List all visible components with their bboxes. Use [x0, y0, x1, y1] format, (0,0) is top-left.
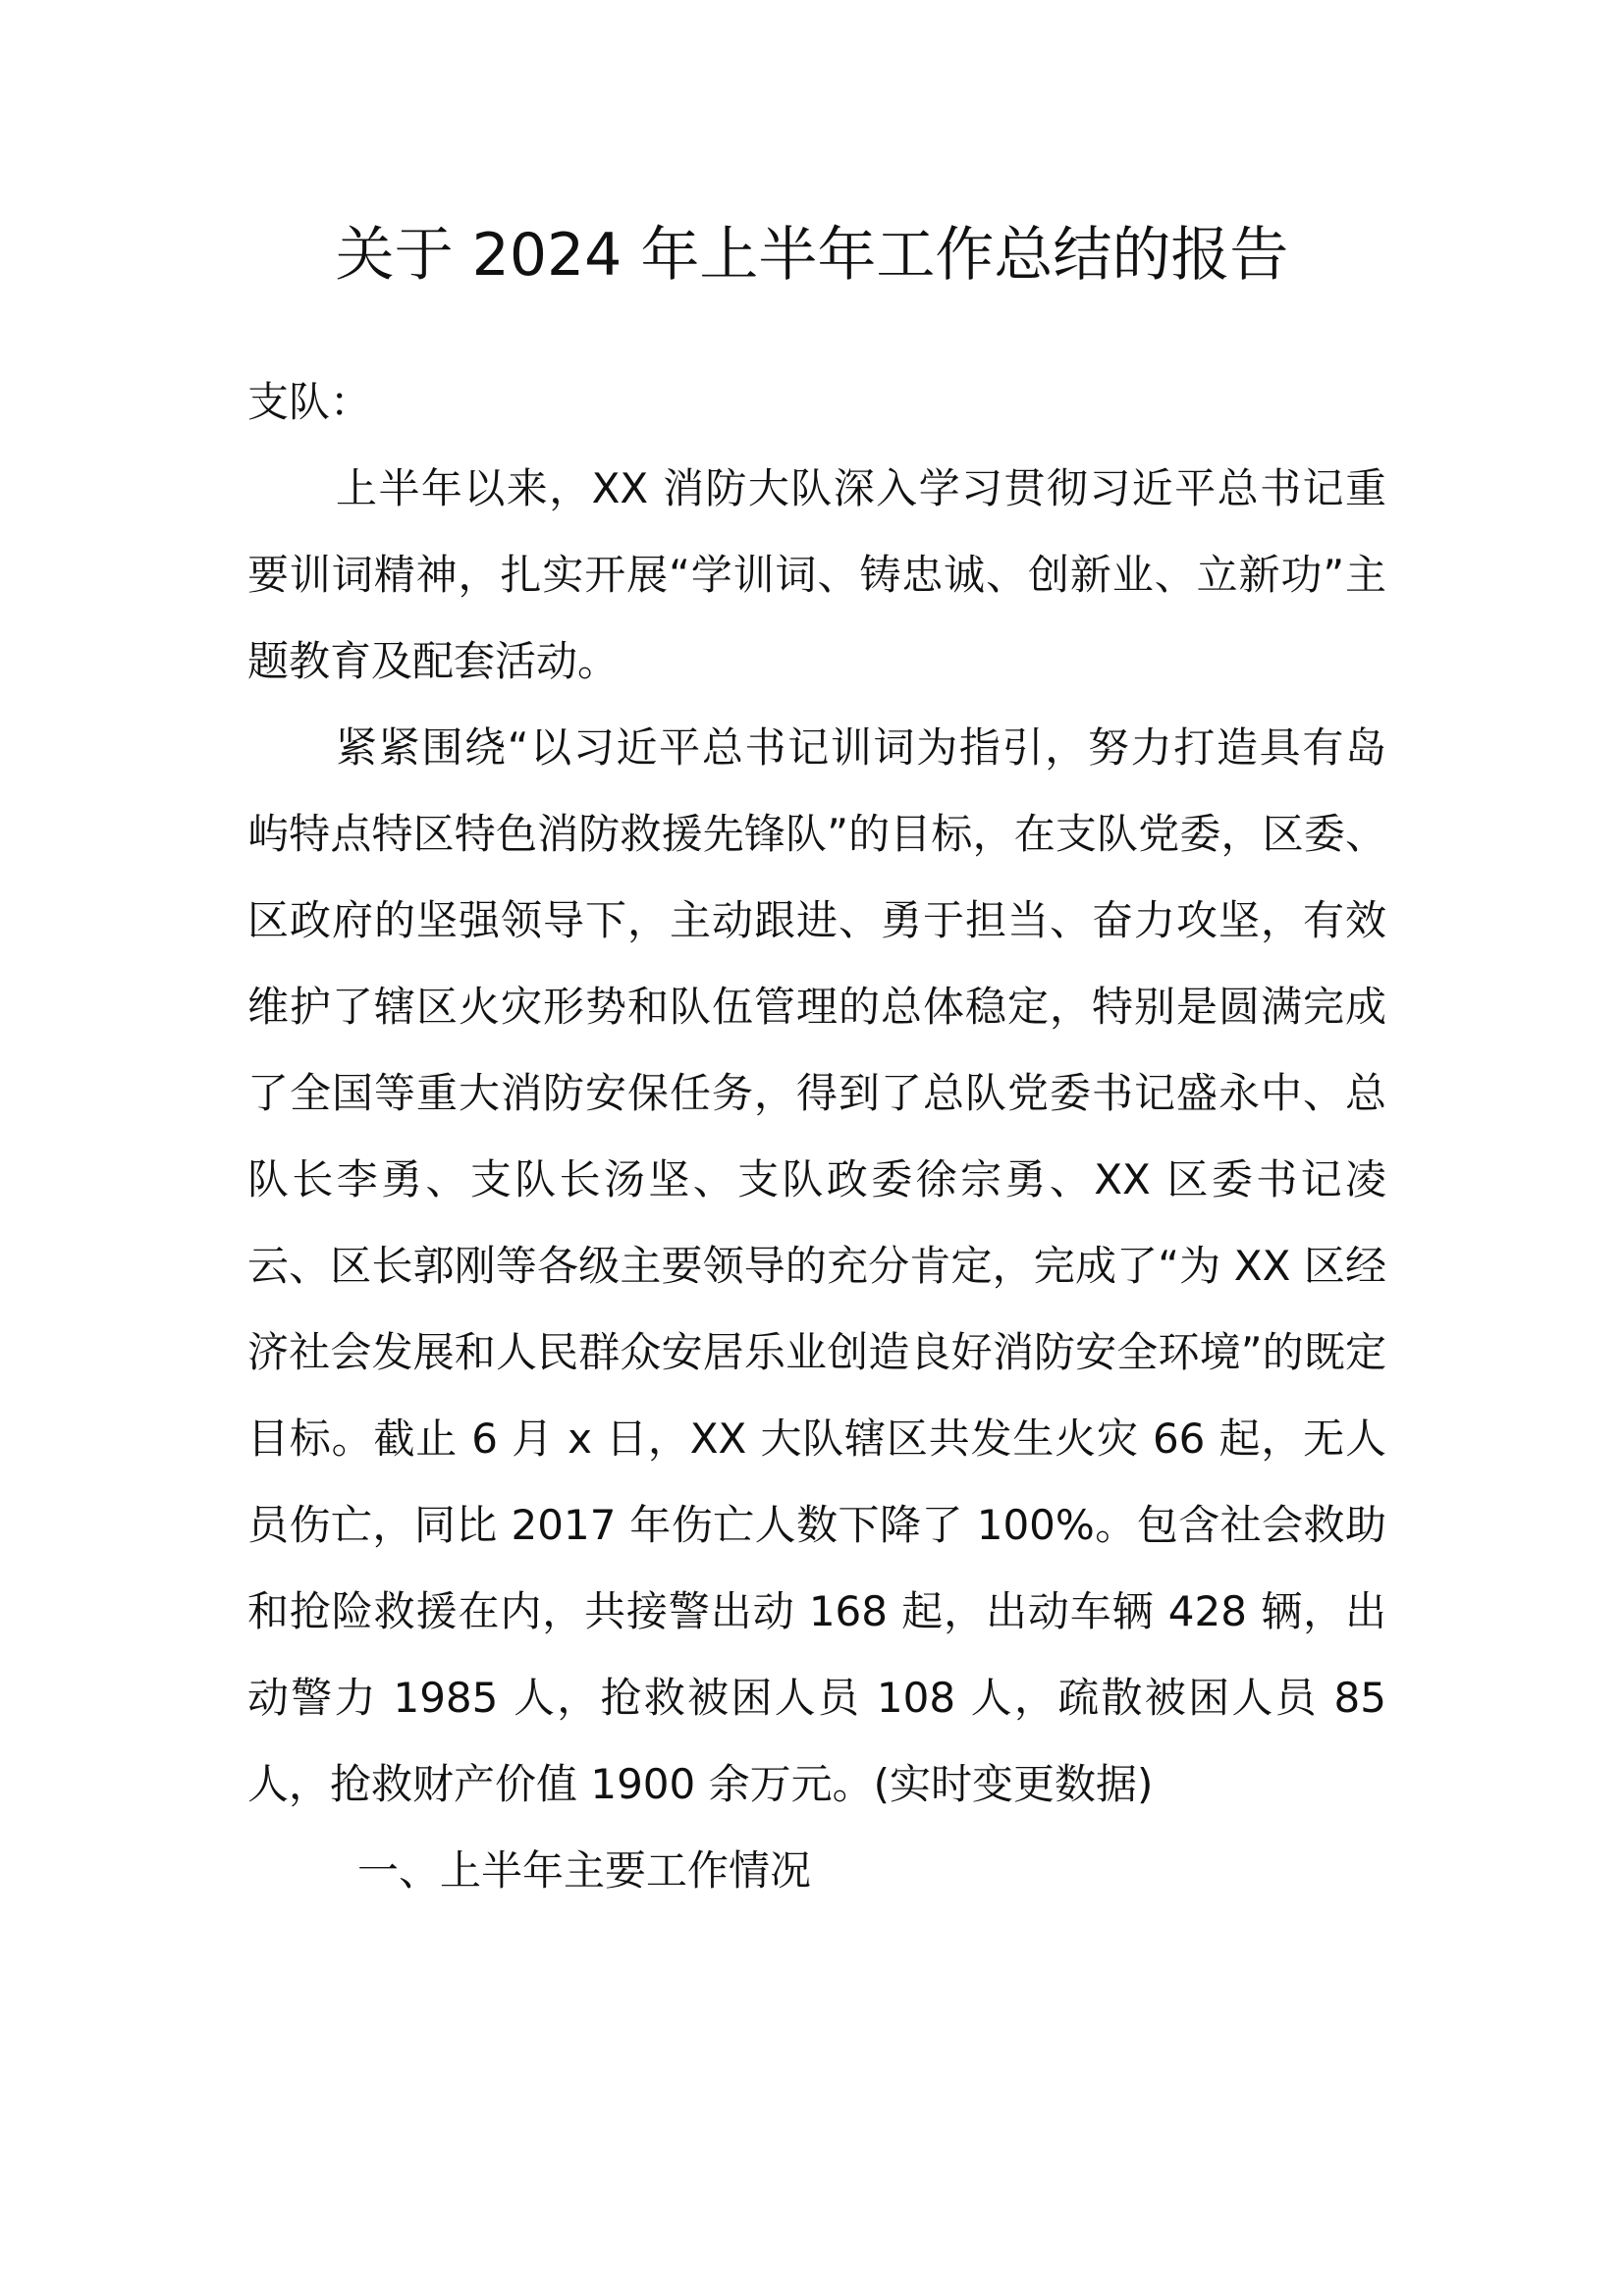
paragraph-intro: 上半年以来，XX 消防大队深入学习贯彻习近平总书记重要训词精神，扎实开展“学训词、铸忠诚、创新业、立新功”主题教育及配套活动。 — [247, 464, 1386, 685]
salutation: 支队： — [247, 378, 372, 426]
document-body — [247, 359, 1386, 1914]
section-heading: 一、上半年主要工作情况 — [357, 1846, 812, 1895]
document-title: 关于 2024 年上半年工作总结的报告 — [335, 221, 1289, 290]
paragraph-summary: 紧紧围绕“以习近平总书记训词为指引，努力打造具有岛屿特点特区特色消防救援先锋队”的目标，在支队党委，区委、区政府的坚强领导下，主动跟进、勇于担当、奋力攻坚，有效维护了辖区火灾形势和队伍管理的总体稳定，特别是圆满完成了全国等重大消防安保任务，得到了总队党委书记盛永中、总队长李勇、支队长汤坚、支队政委徐宗勇、XX 区委书记凌云、区长郭刚等各级主要领导的充分肯定，完成了“为 XX 区经济社会发展和人民群众安居乐业创造良好消防安全环境”的既定目标。截止 6 月 x 日，XX 大队辖区共发生火灾 66 起，无人员伤亡，同比 2017 年伤亡人数下降了 100%。包含社会救助和抢险救援在内，共接警出动 168 起，出动车辆 428 辆，出动警力 1985 人，抢救被困人员 108 人，疏散被困人员 85 人，抢救财产价值 1900 余万元。(实时变更数据) — [247, 723, 1386, 1808]
